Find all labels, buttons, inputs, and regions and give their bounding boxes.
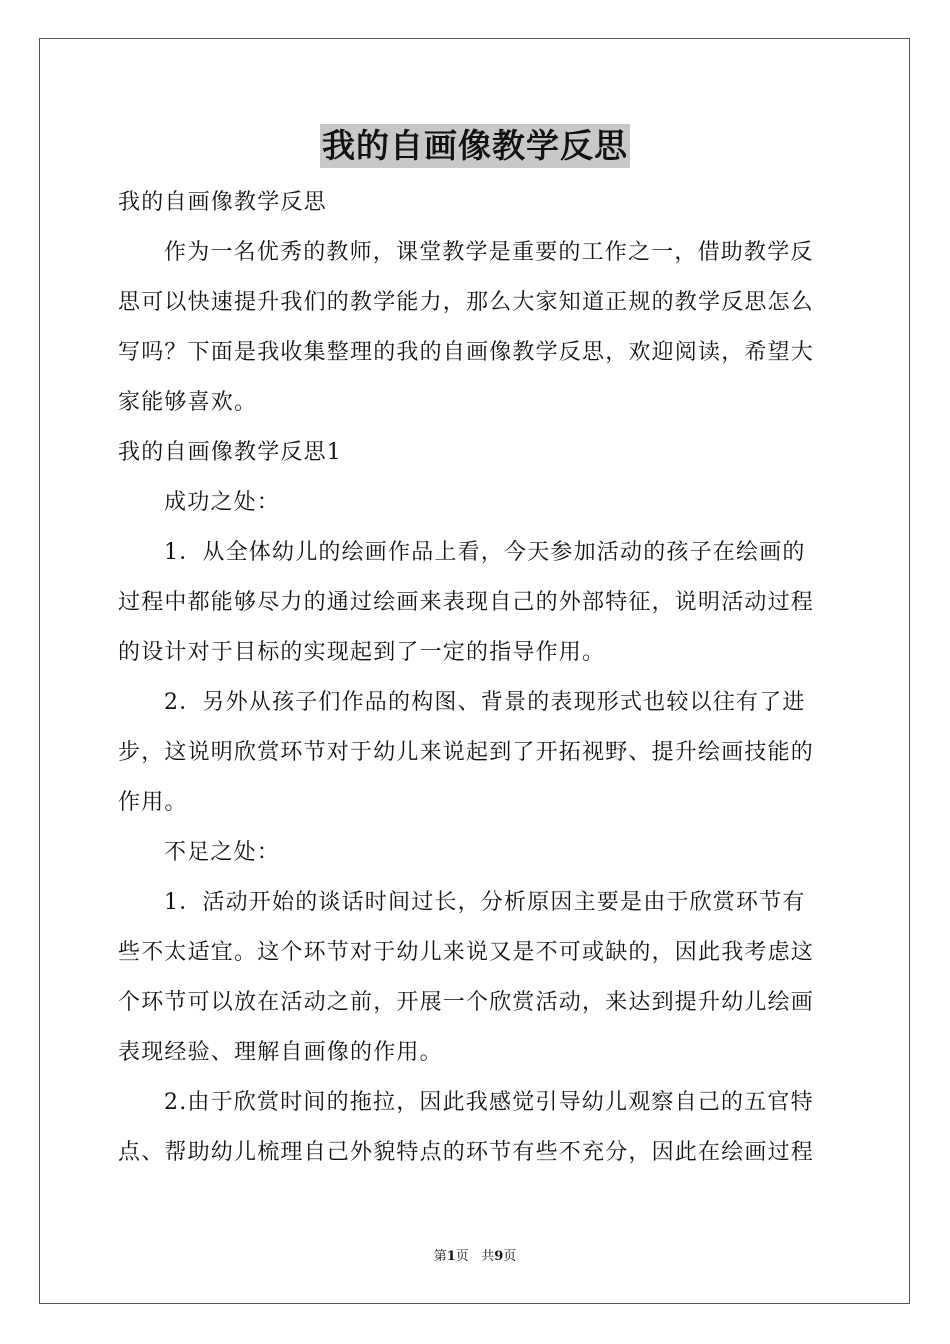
paragraph-line: 表现经验、理解自画像的作用。	[118, 1040, 443, 1065]
paragraph-line: 1．从全体幼儿的绘画作品上看，今天参加活动的孩子在绘画的	[164, 540, 806, 565]
paragraph-line: 个环节可以放在活动之前，开展一个欣赏活动，来达到提升幼儿绘画	[118, 990, 815, 1015]
paragraph-line: 些不太适宜。这个环节对于幼儿来说又是不可或缺的，因此我考虑这	[118, 940, 815, 965]
paragraph-line: 思可以快速提升我们的教学能力，那么大家知道正规的教学反思怎么	[118, 290, 815, 315]
paragraph-line: 点、帮助幼儿梳理自己外貌特点的环节有些不充分，因此在绘画过程	[118, 1140, 815, 1165]
paragraph-line: 家能够喜欢。	[118, 390, 258, 415]
subtitle-line: 我的自画像教学反思	[118, 190, 327, 215]
paragraph-line: 2．另外从孩子们作品的构图、背景的表现形式也较以往有了进	[164, 690, 806, 715]
paragraph-line: 1．活动开始的谈话时间过长，分析原因主要是由于欣赏环节有	[164, 890, 806, 915]
page-footer	[0, 1248, 950, 1266]
title-container	[0, 124, 950, 168]
paragraph-line: 作用。	[118, 790, 188, 815]
document-title: 我的自画像教学反思	[320, 124, 630, 168]
paragraph-line: 过程中都能够尽力的通过绘画来表现自己的外部特征，说明活动过程	[118, 590, 815, 615]
paragraph-line: 作为一名优秀的教师，课堂教学是重要的工作之一，借助教学反	[164, 240, 814, 265]
paragraph-line: 的设计对于目标的实现起到了一定的指导作用。	[118, 640, 606, 665]
page-prefix: 第	[433, 1249, 447, 1264]
page-number: 1	[446, 1249, 456, 1264]
total-suffix: 页	[503, 1249, 517, 1264]
total-prefix: 共	[481, 1249, 495, 1264]
paragraph-line: 2.由于欣赏时间的拖拉，因此我感觉引导幼儿观察自己的五官特	[164, 1090, 814, 1115]
paragraph-line: 步，这说明欣赏环节对于幼儿来说起到了开拓视野、提升绘画技能的	[118, 740, 815, 765]
total-pages: 9	[494, 1249, 504, 1264]
subsection-heading: 成功之处：	[164, 490, 281, 515]
subsection-heading: 不足之处：	[164, 840, 281, 865]
document-body	[118, 178, 834, 1178]
page-suffix: 页	[455, 1249, 469, 1264]
section-heading: 我的自画像教学反思1	[118, 440, 342, 465]
paragraph-line: 写吗？下面是我收集整理的我的自画像教学反思，欢迎阅读，希望大	[118, 340, 815, 365]
